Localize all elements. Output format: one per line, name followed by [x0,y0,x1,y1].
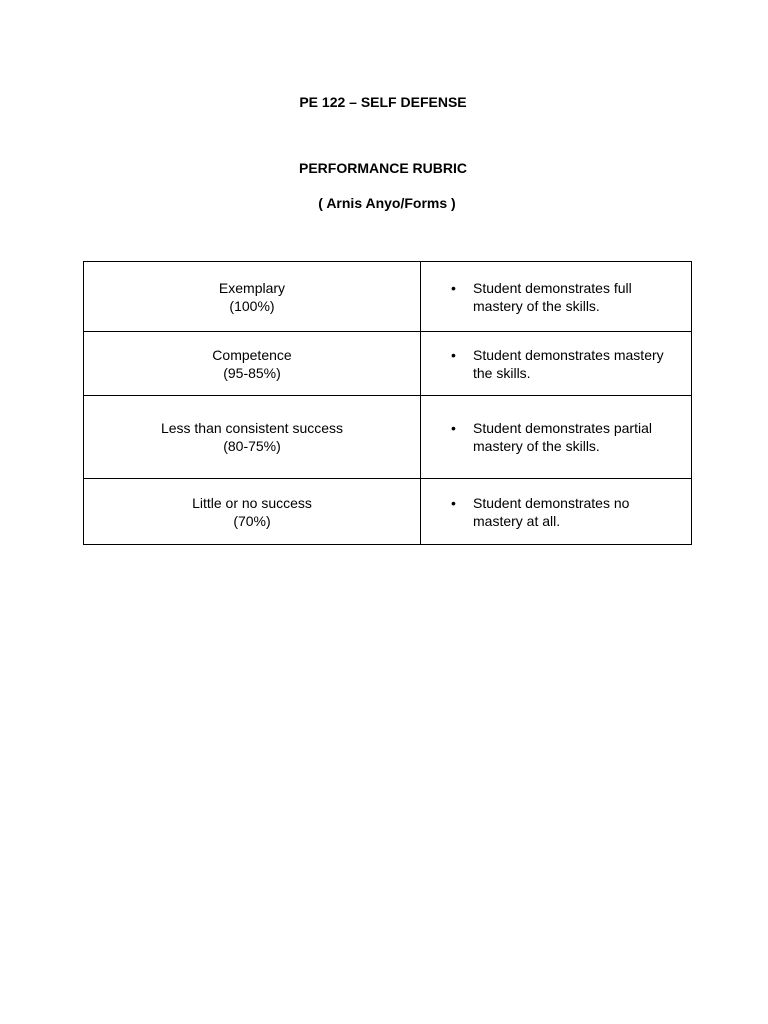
description-cell [421,262,692,332]
description-cell [421,479,692,545]
table-row [84,479,692,545]
level-cell [84,479,421,545]
description-list [421,346,691,382]
table-row [84,396,692,479]
level-score: (70%) [233,512,271,529]
description-list [421,494,691,530]
description-item: • Student demonstrates no mastery at all. [473,494,683,530]
level-name: Competence [212,346,292,363]
level-score: (95-85%) [223,364,281,381]
level-cell [84,332,421,396]
description-cell [421,332,692,396]
rubric-title: PERFORMANCE RUBRIC [299,160,467,176]
description-item: • Student demonstrates partial mastery of the skills. [473,419,683,455]
description-cell [421,396,692,479]
rubric-subtitle: ( Arnis Anyo/Forms ) [318,195,456,211]
description-list [421,419,691,455]
level-name: Less than consistent success [160,420,344,436]
level-cell [84,262,421,332]
level-name: Little or no success [192,494,312,511]
level-score: (100%) [229,297,275,314]
level-name: Exemplary [218,279,286,296]
course-title: PE 122 – SELF DEFENSE [299,94,467,110]
description-item: • Student demonstrates mastery the skills. [473,346,683,382]
description-list [421,279,691,315]
level-score: (80-75%) [223,438,281,454]
table-row [84,262,692,332]
level-cell [84,396,421,479]
table-row [84,332,692,396]
rubric-table [83,261,692,545]
description-item: • Student demonstrates full mastery of the skills. [473,279,683,315]
